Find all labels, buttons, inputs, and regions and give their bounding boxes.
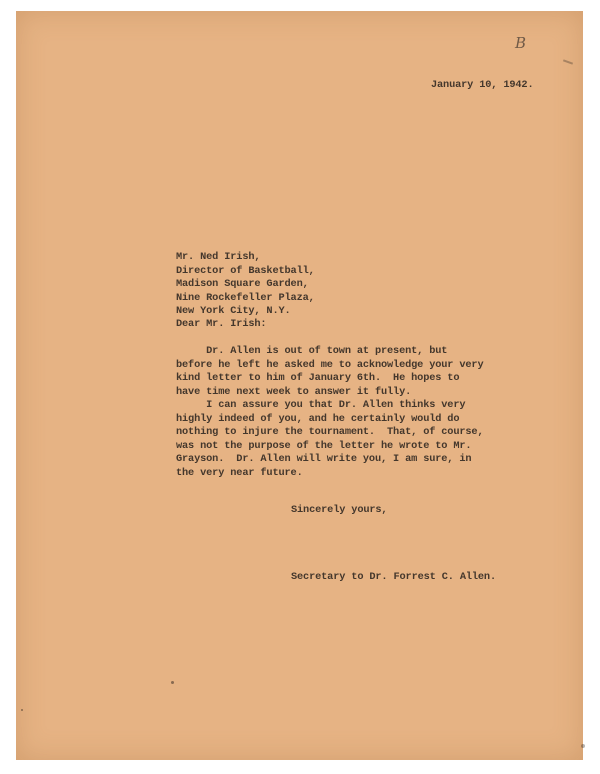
paragraph-line: kind letter to him of January 6th. He hopes to <box>176 372 460 384</box>
address-line: Nine Rockefeller Plaza, <box>176 291 315 304</box>
paragraph-line: the very near future. <box>176 466 303 479</box>
address-line: New York City, N.Y. <box>176 305 291 317</box>
body-paragraph-2 <box>176 399 484 480</box>
paragraph-line: Grayson. Dr. Allen will write you, I am sure, in <box>176 453 472 465</box>
paper-speck <box>21 709 23 711</box>
paragraph-line: was not the purpose of the letter he wrote to Mr. <box>176 439 472 452</box>
address-line: Madison Square Garden, <box>176 278 309 290</box>
closing: Sincerely yours, <box>291 504 388 516</box>
signature-line: Secretary to Dr. Forrest C. Allen. <box>291 571 496 583</box>
paper-mark <box>563 59 573 64</box>
paragraph-line: have time next week to answer it fully. <box>176 385 412 398</box>
paragraph-line: I can assure you that Dr. Allen thinks very <box>176 399 466 411</box>
salutation: Dear Mr. Irish: <box>176 318 267 330</box>
address-line: Director of Basketball, <box>176 264 315 277</box>
letter-date: January 10, 1942. <box>431 79 534 91</box>
paper-speck <box>581 744 585 748</box>
paragraph-line: Dr. Allen is out of town at present, but <box>176 345 448 357</box>
recipient-address <box>176 251 315 319</box>
paragraph-line: nothing to injure the tournament. That, of course, <box>176 426 484 438</box>
paragraph-line: highly indeed of you, and he certainly would do <box>176 412 460 425</box>
body-paragraph-1 <box>176 345 484 399</box>
letter-page <box>16 11 583 760</box>
paper-speck <box>171 681 174 684</box>
paragraph-line: before he left he asked me to acknowledge your very <box>176 358 484 371</box>
address-line: Mr. Ned Irish, <box>176 251 261 263</box>
pencil-annotation: B <box>515 34 527 52</box>
